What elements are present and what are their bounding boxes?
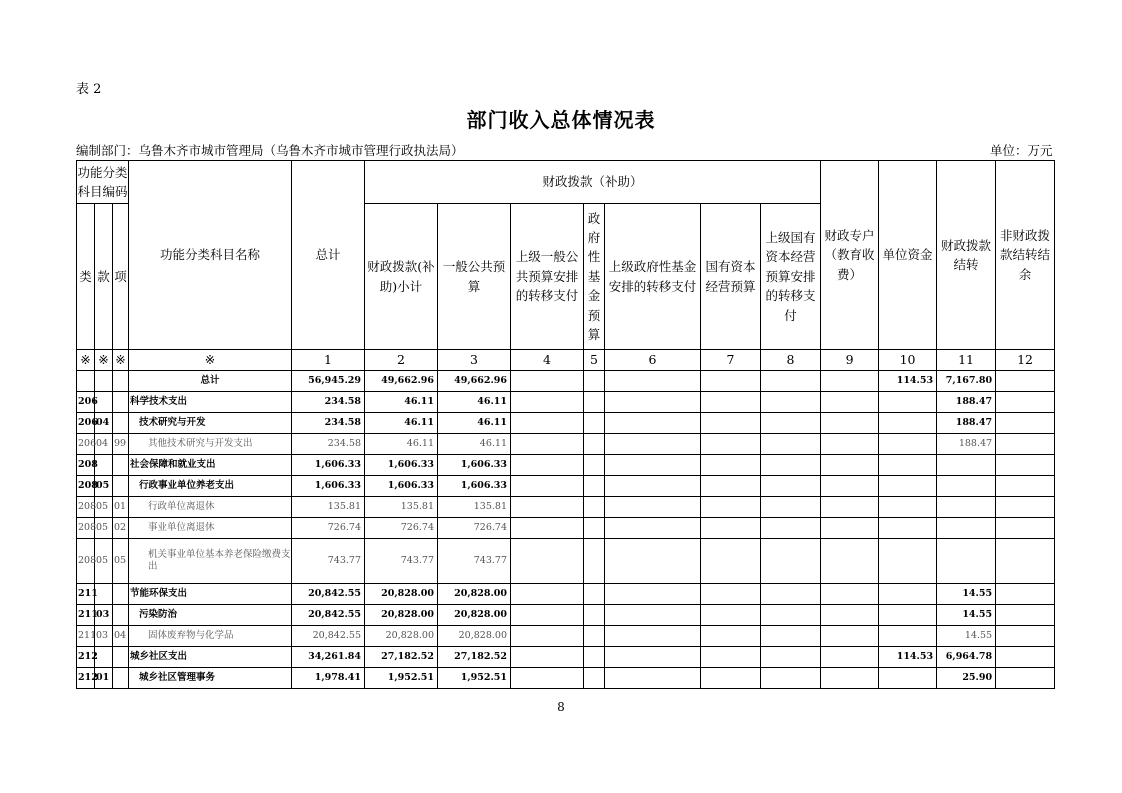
table-row: [77, 584, 1055, 605]
amount-cell-c8: [761, 497, 821, 518]
amount-cell-c6: [605, 626, 701, 647]
table-row: [77, 392, 1055, 413]
amount-cell-c7: [701, 518, 761, 539]
amount-cell-c11: 25.90: [937, 668, 996, 689]
header-upper-general-transfer: 上级一般公共预算安排的转移支付: [511, 204, 584, 350]
amount-cell-c6: [605, 539, 701, 584]
code-cell-lei: 208: [77, 518, 95, 539]
index-cell: 11: [937, 350, 996, 371]
amount-cell-c12: [996, 539, 1055, 584]
amount-cell-c7: [701, 434, 761, 455]
code-cell-lei: 208: [77, 539, 95, 584]
amount-cell-c9: [821, 668, 879, 689]
department-label: 编制部门：乌鲁木齐市城市管理局（乌鲁木齐市城市管理行政执法局）: [76, 143, 464, 158]
code-cell-xiang: [113, 455, 129, 476]
amount-cell-subtotal: 1,952.51: [365, 668, 438, 689]
code-cell-kuan: 05: [95, 497, 113, 518]
table-row: [77, 476, 1055, 497]
amount-cell-c7: [701, 497, 761, 518]
amount-cell-subtotal: 20,828.00: [365, 626, 438, 647]
amount-cell-c10: [879, 455, 937, 476]
amount-cell-total: 234.58: [292, 434, 365, 455]
amount-cell-subtotal: 1,606.33: [365, 455, 438, 476]
amount-cell-c11: [937, 476, 996, 497]
table-row: [77, 434, 1055, 455]
amount-cell-c10: [879, 434, 937, 455]
amount-cell-c7: [701, 413, 761, 434]
amount-cell-general: 20,828.00: [438, 605, 511, 626]
header-fiscal-group: 财政拨款（补助）: [365, 161, 821, 204]
page-title: 部门收入总体情况表: [466, 108, 656, 132]
amount-cell-c8: [761, 371, 821, 392]
amount-cell-c12: [996, 626, 1055, 647]
code-cell-kuan: 01: [95, 668, 113, 689]
amount-cell-total: 56,945.29: [292, 371, 365, 392]
amount-cell-subtotal: 135.81: [365, 497, 438, 518]
index-cell: ※: [95, 350, 113, 371]
amount-cell-general: 135.81: [438, 497, 511, 518]
code-cell-lei: 206: [77, 413, 95, 434]
header-code-group: 功能分类科目编码: [77, 161, 129, 204]
index-cell: 10: [879, 350, 937, 371]
amount-cell-c11: [937, 539, 996, 584]
amount-cell-c9: [821, 392, 879, 413]
amount-cell-c9: [821, 455, 879, 476]
amount-cell-total: 726.74: [292, 518, 365, 539]
item-name-cell: 节能环保支出: [129, 584, 292, 605]
amount-cell-c9: [821, 371, 879, 392]
amount-cell-c6: [605, 668, 701, 689]
amount-cell-c5: [584, 497, 605, 518]
amount-cell-c8: [761, 518, 821, 539]
amount-cell-c6: [605, 392, 701, 413]
header-fiscal-carryover: 财政拨款结转: [937, 161, 996, 350]
amount-cell-c8: [761, 539, 821, 584]
amount-cell-total: 1,606.33: [292, 455, 365, 476]
amount-cell-c4: [511, 626, 584, 647]
code-cell-lei: 208: [77, 476, 95, 497]
amount-cell-general: 1,606.33: [438, 455, 511, 476]
amount-cell-c6: [605, 476, 701, 497]
header-xiang: 项: [113, 204, 129, 350]
table-row: [77, 455, 1055, 476]
header-kuan: 款: [95, 204, 113, 350]
amount-cell-c11: [937, 455, 996, 476]
amount-cell-c5: [584, 413, 605, 434]
amount-cell-subtotal: 20,828.00: [365, 605, 438, 626]
code-cell-xiang: [113, 647, 129, 668]
amount-cell-c5: [584, 647, 605, 668]
code-cell-lei: 212: [77, 668, 95, 689]
code-cell-xiang: 99: [113, 434, 129, 455]
page-number: 8: [557, 700, 565, 714]
amount-cell-c8: [761, 434, 821, 455]
header-lei: 类: [77, 204, 95, 350]
table-row: [77, 626, 1055, 647]
code-cell-xiang: [113, 413, 129, 434]
amount-cell-c10: [879, 413, 937, 434]
amount-cell-c4: [511, 497, 584, 518]
index-cell: 8: [761, 350, 821, 371]
code-cell-xiang: [113, 392, 129, 413]
table-row: [77, 605, 1055, 626]
amount-cell-c12: [996, 584, 1055, 605]
amount-cell-c11: 188.47: [937, 413, 996, 434]
amount-cell-c7: [701, 455, 761, 476]
amount-cell-c4: [511, 605, 584, 626]
amount-cell-c5: [584, 455, 605, 476]
amount-cell-c4: [511, 518, 584, 539]
amount-cell-c5: [584, 476, 605, 497]
amount-cell-c5: [584, 371, 605, 392]
index-cell: 9: [821, 350, 879, 371]
index-cell: 6: [605, 350, 701, 371]
amount-cell-c8: [761, 647, 821, 668]
amount-cell-c11: 14.55: [937, 584, 996, 605]
code-cell-lei: 206: [77, 392, 95, 413]
amount-cell-c8: [761, 626, 821, 647]
amount-cell-c12: [996, 413, 1055, 434]
amount-cell-c10: 114.53: [879, 647, 937, 668]
amount-cell-total: 743.77: [292, 539, 365, 584]
amount-cell-c5: [584, 518, 605, 539]
amount-cell-c10: [879, 605, 937, 626]
item-name-cell: 行政单位离退休: [129, 497, 292, 518]
amount-cell-c5: [584, 626, 605, 647]
amount-cell-c9: [821, 413, 879, 434]
amount-cell-general: 743.77: [438, 539, 511, 584]
code-cell-kuan: 04: [95, 434, 113, 455]
code-cell-kuan: 03: [95, 605, 113, 626]
amount-cell-c10: [879, 626, 937, 647]
header-total: 总计: [292, 161, 365, 350]
amount-cell-c9: [821, 584, 879, 605]
index-cell: 5: [584, 350, 605, 371]
amount-cell-c9: [821, 518, 879, 539]
code-cell-kuan: [95, 371, 113, 392]
item-name-cell: 固体废弃物与化学品: [129, 626, 292, 647]
amount-cell-general: 20,828.00: [438, 584, 511, 605]
code-cell-lei: 206: [77, 434, 95, 455]
amount-cell-c12: [996, 476, 1055, 497]
amount-cell-c11: [937, 518, 996, 539]
amount-cell-c6: [605, 647, 701, 668]
code-cell-kuan: 04: [95, 413, 113, 434]
amount-cell-c11: 14.55: [937, 605, 996, 626]
amount-cell-subtotal: 49,662.96: [365, 371, 438, 392]
amount-cell-c8: [761, 392, 821, 413]
amount-cell-c11: 7,167.80: [937, 371, 996, 392]
amount-cell-general: 1,952.51: [438, 668, 511, 689]
amount-cell-c10: [879, 518, 937, 539]
amount-cell-c4: [511, 371, 584, 392]
amount-cell-c6: [605, 605, 701, 626]
amount-cell-total: 1,606.33: [292, 476, 365, 497]
header-gov-fund-budget: 政府性基金预算: [584, 204, 605, 350]
amount-cell-c8: [761, 605, 821, 626]
amount-cell-general: 46.11: [438, 434, 511, 455]
code-cell-xiang: 05: [113, 539, 129, 584]
amount-cell-c6: [605, 413, 701, 434]
code-cell-xiang: [113, 584, 129, 605]
table-row: [77, 413, 1055, 434]
table-row: [77, 518, 1055, 539]
amount-cell-c7: [701, 392, 761, 413]
table-label: 表 2: [76, 82, 102, 97]
code-cell-kuan: 05: [95, 539, 113, 584]
index-cell: 2: [365, 350, 438, 371]
amount-cell-c12: [996, 497, 1055, 518]
header-name: 功能分类科目名称: [129, 161, 292, 350]
amount-cell-c5: [584, 668, 605, 689]
amount-cell-c12: [996, 392, 1055, 413]
amount-cell-c6: [605, 371, 701, 392]
amount-cell-total: 20,842.55: [292, 626, 365, 647]
code-cell-kuan: 05: [95, 518, 113, 539]
amount-cell-c4: [511, 584, 584, 605]
amount-cell-general: 46.11: [438, 392, 511, 413]
amount-cell-c10: [879, 497, 937, 518]
code-cell-lei: 212: [77, 647, 95, 668]
amount-cell-subtotal: 726.74: [365, 518, 438, 539]
amount-cell-subtotal: 46.11: [365, 434, 438, 455]
index-cell: 4: [511, 350, 584, 371]
amount-cell-c11: 188.47: [937, 434, 996, 455]
amount-cell-subtotal: 1,606.33: [365, 476, 438, 497]
item-name-cell: 社会保障和就业支出: [129, 455, 292, 476]
code-cell-xiang: [113, 668, 129, 689]
amount-cell-total: 34,261.84: [292, 647, 365, 668]
item-name-cell: 其他技术研究与开发支出: [129, 434, 292, 455]
amount-cell-c10: [879, 392, 937, 413]
amount-cell-general: 726.74: [438, 518, 511, 539]
amount-cell-c5: [584, 605, 605, 626]
amount-cell-c7: [701, 539, 761, 584]
amount-cell-c6: [605, 455, 701, 476]
amount-cell-c6: [605, 434, 701, 455]
index-cell: ※: [113, 350, 129, 371]
amount-cell-total: 20,842.55: [292, 605, 365, 626]
amount-cell-c12: [996, 647, 1055, 668]
amount-cell-c9: [821, 539, 879, 584]
amount-cell-c4: [511, 434, 584, 455]
header-unit-funds: 单位资金: [879, 161, 937, 350]
code-cell-kuan: 05: [95, 476, 113, 497]
amount-cell-c8: [761, 476, 821, 497]
amount-cell-c12: [996, 434, 1055, 455]
code-cell-xiang: 01: [113, 497, 129, 518]
table-row: [77, 371, 1055, 392]
amount-cell-c9: [821, 434, 879, 455]
amount-cell-c6: [605, 497, 701, 518]
amount-cell-c11: 188.47: [937, 392, 996, 413]
index-cell: 7: [701, 350, 761, 371]
item-name-cell: 城乡社区管理事务: [129, 668, 292, 689]
item-name-cell: 机关事业单位基本养老保险缴费支出: [129, 539, 292, 584]
table-row: [77, 668, 1055, 689]
header-nonfiscal-carryover: 非财政拨款结转结余: [996, 161, 1055, 350]
item-name-cell: 科学技术支出: [129, 392, 292, 413]
amount-cell-c5: [584, 584, 605, 605]
amount-cell-total: 1,978.41: [292, 668, 365, 689]
amount-cell-general: 49,662.96: [438, 371, 511, 392]
item-name-cell: 污染防治: [129, 605, 292, 626]
amount-cell-subtotal: 46.11: [365, 413, 438, 434]
amount-cell-c6: [605, 584, 701, 605]
code-cell-lei: [77, 371, 95, 392]
header-fiscal-subtotal: 财政拨款(补助)小计: [365, 204, 438, 350]
table-row: [77, 539, 1055, 584]
amount-cell-c12: [996, 605, 1055, 626]
amount-cell-subtotal: 46.11: [365, 392, 438, 413]
code-cell-lei: 208: [77, 497, 95, 518]
header-state-capital-budget: 国有资本经营预算: [701, 204, 761, 350]
amount-cell-c5: [584, 392, 605, 413]
table-row: [77, 497, 1055, 518]
unit-label: 单位：万元: [990, 143, 1053, 158]
amount-cell-c4: [511, 455, 584, 476]
amount-cell-c6: [605, 518, 701, 539]
item-name-cell: 行政事业单位养老支出: [129, 476, 292, 497]
code-cell-xiang: 04: [113, 626, 129, 647]
amount-cell-c7: [701, 647, 761, 668]
amount-cell-c4: [511, 539, 584, 584]
index-cell: 12: [996, 350, 1055, 371]
amount-cell-c10: 114.53: [879, 371, 937, 392]
amount-cell-c9: [821, 647, 879, 668]
amount-cell-general: 27,182.52: [438, 647, 511, 668]
item-name-cell: 城乡社区支出: [129, 647, 292, 668]
amount-cell-c7: [701, 668, 761, 689]
amount-cell-c8: [761, 455, 821, 476]
item-name-cell: 技术研究与开发: [129, 413, 292, 434]
code-cell-lei: 211: [77, 584, 95, 605]
header-upper-gov-fund-transfer: 上级政府性基金安排的转移支付: [605, 204, 701, 350]
code-cell-xiang: [113, 476, 129, 497]
code-cell-lei: 211: [77, 626, 95, 647]
amount-cell-c4: [511, 647, 584, 668]
amount-cell-c7: [701, 626, 761, 647]
index-cell: 1: [292, 350, 365, 371]
amount-cell-general: 20,828.00: [438, 626, 511, 647]
code-cell-kuan: 03: [95, 626, 113, 647]
amount-cell-subtotal: 743.77: [365, 539, 438, 584]
amount-cell-subtotal: 27,182.52: [365, 647, 438, 668]
amount-cell-c12: [996, 518, 1055, 539]
amount-cell-c11: 6,964.78: [937, 647, 996, 668]
income-summary-table: [76, 160, 1055, 689]
amount-cell-c10: [879, 584, 937, 605]
amount-cell-c5: [584, 434, 605, 455]
amount-cell-c8: [761, 413, 821, 434]
amount-cell-c10: [879, 668, 937, 689]
amount-cell-c9: [821, 497, 879, 518]
amount-cell-c11: [937, 497, 996, 518]
amount-cell-c4: [511, 392, 584, 413]
amount-cell-c7: [701, 476, 761, 497]
amount-cell-c9: [821, 605, 879, 626]
amount-cell-c9: [821, 476, 879, 497]
amount-cell-c12: [996, 455, 1055, 476]
amount-cell-c11: 14.55: [937, 626, 996, 647]
code-cell-xiang: 02: [113, 518, 129, 539]
item-name-cell: 事业单位离退休: [129, 518, 292, 539]
amount-cell-subtotal: 20,828.00: [365, 584, 438, 605]
amount-cell-c7: [701, 584, 761, 605]
code-cell-xiang: [113, 605, 129, 626]
amount-cell-general: 1,606.33: [438, 476, 511, 497]
amount-cell-total: 234.58: [292, 413, 365, 434]
code-cell-lei: 208: [77, 455, 95, 476]
amount-cell-c4: [511, 413, 584, 434]
index-cell: 3: [438, 350, 511, 371]
amount-cell-c9: [821, 626, 879, 647]
amount-cell-c7: [701, 371, 761, 392]
amount-cell-c4: [511, 668, 584, 689]
amount-cell-c12: [996, 668, 1055, 689]
index-cell: ※: [129, 350, 292, 371]
amount-cell-total: 20,842.55: [292, 584, 365, 605]
amount-cell-c12: [996, 371, 1055, 392]
index-cell: ※: [77, 350, 95, 371]
amount-cell-c10: [879, 476, 937, 497]
amount-cell-c8: [761, 668, 821, 689]
header-fiscal-special: 财政专户（教育收费）: [821, 161, 879, 350]
header-general-budget: 一般公共预算: [438, 204, 511, 350]
amount-cell-c5: [584, 539, 605, 584]
amount-cell-general: 46.11: [438, 413, 511, 434]
table-row: [77, 647, 1055, 668]
amount-cell-total: 234.58: [292, 392, 365, 413]
amount-cell-c8: [761, 584, 821, 605]
code-cell-xiang: [113, 371, 129, 392]
item-name-cell: 总计: [129, 371, 292, 392]
header-upper-state-capital-transfer: 上级国有资本经营预算安排的转移支付: [761, 204, 821, 350]
amount-cell-c4: [511, 476, 584, 497]
amount-cell-c10: [879, 539, 937, 584]
amount-cell-total: 135.81: [292, 497, 365, 518]
code-cell-lei: 211: [77, 605, 95, 626]
amount-cell-c7: [701, 605, 761, 626]
